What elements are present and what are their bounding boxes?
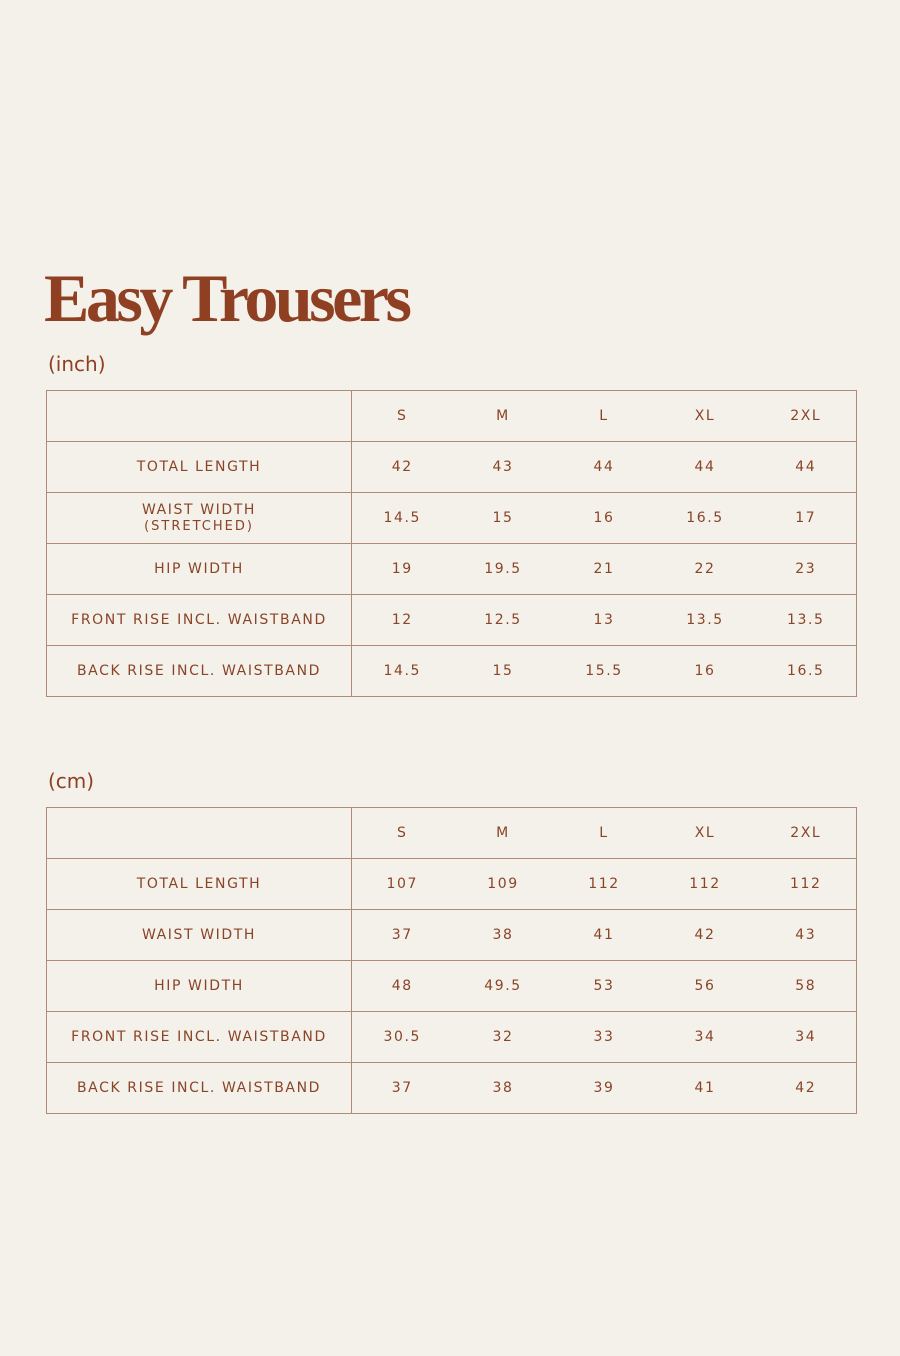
value-cell: 43 [756, 910, 857, 961]
table-header-row [47, 391, 857, 442]
size-header: S [352, 808, 453, 859]
value-cell: 44 [655, 442, 756, 493]
table-row [47, 544, 857, 595]
value-cell: 48 [352, 961, 453, 1012]
size-header: M [453, 808, 554, 859]
row-label: WAIST WIDTH [141, 502, 257, 518]
value-cell: 22 [655, 544, 756, 595]
row-label: FRONT RISE INCL. WAISTBAND [47, 595, 352, 646]
size-header: M [453, 391, 554, 442]
value-cell: 14.5 [352, 493, 453, 544]
value-cell: 37 [352, 910, 453, 961]
value-cell: 16 [655, 646, 756, 697]
table-row [47, 595, 857, 646]
value-cell: 13 [554, 595, 655, 646]
value-cell: 42 [756, 1063, 857, 1114]
table-row [47, 859, 857, 910]
value-cell: 56 [655, 961, 756, 1012]
value-cell: 41 [554, 910, 655, 961]
table-header-row [47, 808, 857, 859]
value-cell: 38 [453, 910, 554, 961]
value-cell: 12 [352, 595, 453, 646]
value-cell: 33 [554, 1012, 655, 1063]
size-header: XL [655, 391, 756, 442]
value-cell: 17 [756, 493, 857, 544]
value-cell: 109 [453, 859, 554, 910]
size-header: 2XL [756, 808, 857, 859]
value-cell: 49.5 [453, 961, 554, 1012]
row-label: WAIST WIDTH [47, 910, 352, 961]
value-cell: 13.5 [655, 595, 756, 646]
value-cell: 30.5 [352, 1012, 453, 1063]
value-cell: 53 [554, 961, 655, 1012]
value-cell: 34 [756, 1012, 857, 1063]
size-header: L [554, 808, 655, 859]
header-corner-cell [47, 391, 352, 442]
value-cell: 42 [655, 910, 756, 961]
size-header: 2XL [756, 391, 857, 442]
table-row [47, 1012, 857, 1063]
table-row [47, 442, 857, 493]
row-label-cell [47, 493, 352, 544]
value-cell: 16.5 [756, 646, 857, 697]
value-cell: 19 [352, 544, 453, 595]
value-cell: 43 [453, 442, 554, 493]
value-cell: 15 [453, 493, 554, 544]
value-cell: 42 [352, 442, 453, 493]
size-header: L [554, 391, 655, 442]
value-cell: 32 [453, 1012, 554, 1063]
row-sublabel: (STRETCHED) [144, 519, 254, 534]
value-cell: 14.5 [352, 646, 453, 697]
table-row [47, 646, 857, 697]
value-cell: 39 [554, 1063, 655, 1114]
size-header: S [352, 391, 453, 442]
row-label: FRONT RISE INCL. WAISTBAND [47, 1012, 352, 1063]
table-row [47, 493, 857, 544]
value-cell: 44 [756, 442, 857, 493]
row-label: TOTAL LENGTH [47, 442, 352, 493]
value-cell: 44 [554, 442, 655, 493]
value-cell: 112 [554, 859, 655, 910]
value-cell: 21 [554, 544, 655, 595]
value-cell: 41 [655, 1063, 756, 1114]
value-cell: 19.5 [453, 544, 554, 595]
cm-size-table [46, 807, 857, 1114]
value-cell: 58 [756, 961, 857, 1012]
value-cell: 38 [453, 1063, 554, 1114]
inch-size-table [46, 390, 857, 697]
size-header: XL [655, 808, 756, 859]
value-cell: 15 [453, 646, 554, 697]
value-cell: 107 [352, 859, 453, 910]
row-label: TOTAL LENGTH [47, 859, 352, 910]
table-row [47, 1063, 857, 1114]
page-title: Easy Trousers [44, 259, 409, 336]
row-label: BACK RISE INCL. WAISTBAND [47, 646, 352, 697]
row-label: BACK RISE INCL. WAISTBAND [47, 1063, 352, 1114]
value-cell: 23 [756, 544, 857, 595]
table-row [47, 910, 857, 961]
value-cell: 13.5 [756, 595, 857, 646]
value-cell: 34 [655, 1012, 756, 1063]
row-label: HIP WIDTH [47, 961, 352, 1012]
value-cell: 16.5 [655, 493, 756, 544]
inch-unit-label: (inch) [48, 352, 106, 376]
value-cell: 112 [655, 859, 756, 910]
table-row [47, 961, 857, 1012]
value-cell: 37 [352, 1063, 453, 1114]
value-cell: 15.5 [554, 646, 655, 697]
header-corner-cell [47, 808, 352, 859]
cm-unit-label: (cm) [48, 769, 95, 793]
value-cell: 12.5 [453, 595, 554, 646]
row-label: HIP WIDTH [47, 544, 352, 595]
value-cell: 112 [756, 859, 857, 910]
value-cell: 16 [554, 493, 655, 544]
